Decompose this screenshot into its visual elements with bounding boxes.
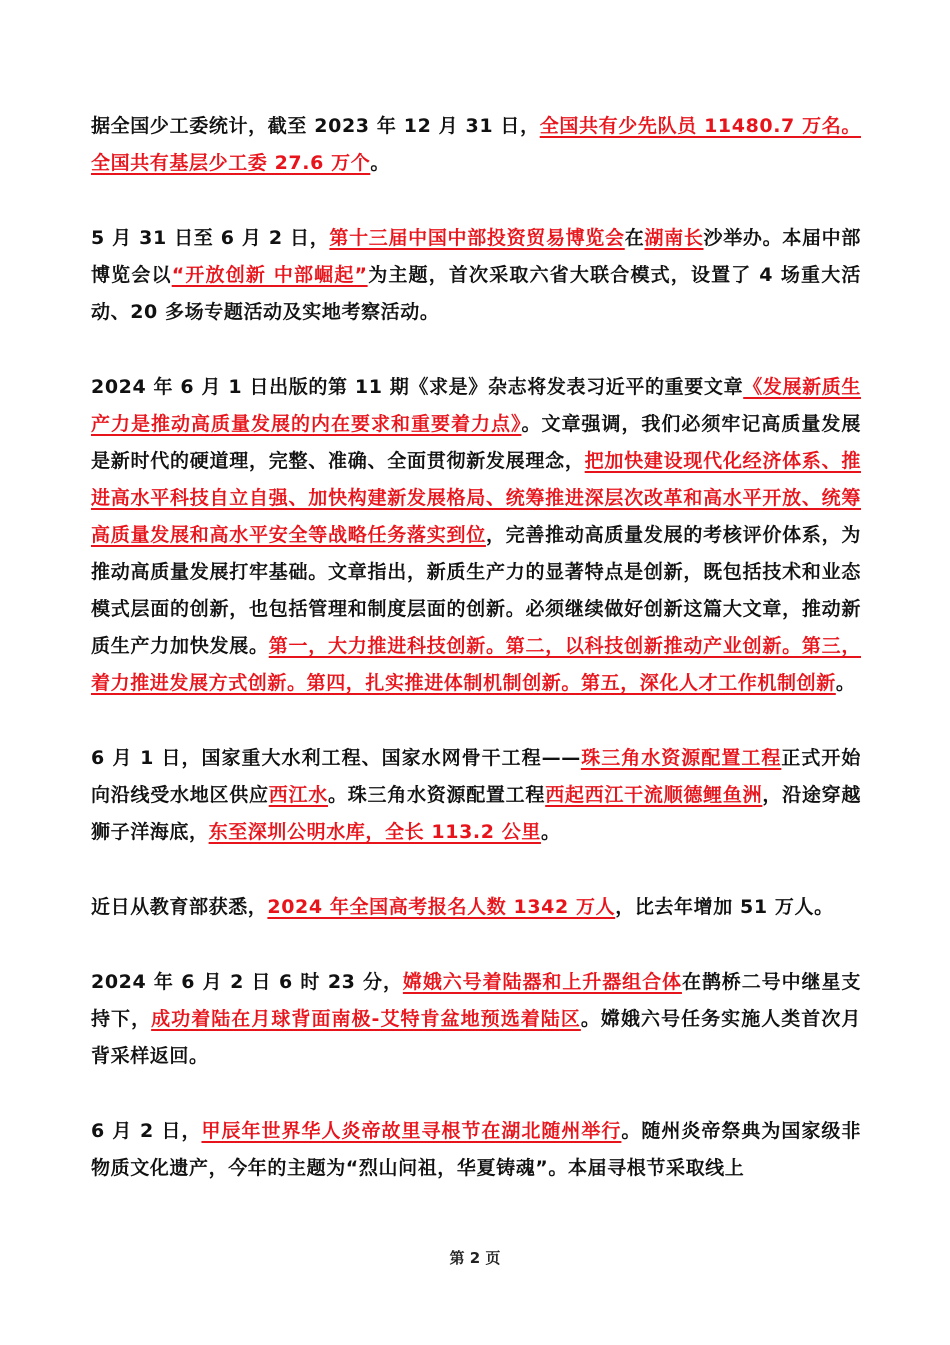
body-text: ，比去年增加 51 万人。 xyxy=(615,896,834,918)
highlighted-text: 全国共有少先队员 11480.7 万名。全国共有基层少工委 27.6 万个 xyxy=(91,115,861,174)
para-gaokao xyxy=(91,889,861,926)
body-text: ，沿途穿越狮子洋海底， xyxy=(91,784,861,843)
body-text: 近日从教育部获悉， xyxy=(91,896,268,918)
body-text: 2024 年 6 月 1 日出版的第 11 期《求是》杂志将发表习近平的重要文章 xyxy=(91,376,744,398)
body-text: 据全国少工委统计，截至 2023 年 12 月 31 日， xyxy=(91,115,540,137)
body-text: 。 xyxy=(540,821,561,843)
body-text: ，完善推动高质量发展的考核评价体系，为推动高质量发展打牢基础。文章指出，新质生产力的显著特点是创新，既包括技术和业态模式层面的创新，也包括管理和制度层面的创新。必须继续做好创新这篇大文章，推动新质生产力加快发展。 xyxy=(91,524,861,657)
body-text: 。 xyxy=(835,672,856,694)
para-yandi-festival xyxy=(91,1113,861,1187)
body-text: 5 月 31 日至 6 月 2 日， xyxy=(91,227,330,249)
body-text: 。随州炎帝祭典为国家级非物质文化遗产，今年的主题为“烈山问祖，华夏铸魂”。本届寻根节采取线上 xyxy=(91,1120,861,1179)
highlighted-text: 甲辰年世界华人炎帝故里寻根节在湖北随州举行 xyxy=(201,1120,622,1142)
highlighted-text: “开放创新 中部崛起” xyxy=(171,264,368,286)
highlighted-text: 东至深圳公明水库，全长 113.2 公里 xyxy=(208,821,541,843)
body-text: 6 月 1 日，国家重大水利工程、国家水网骨干工程—— xyxy=(91,747,581,769)
body-text: 2024 年 6 月 2 日 6 时 23 分， xyxy=(91,971,403,993)
body-text: 6 月 2 日， xyxy=(91,1120,202,1142)
highlighted-text: 2024 年全国高考报名人数 1342 万人 xyxy=(267,896,616,918)
para-central-expo xyxy=(91,220,861,331)
para-young-pioneers xyxy=(91,108,861,182)
body-text: 。文章强调，我们必须牢记高质量发展是新时代的硬道理，完整、准确、全面贯彻新发展理念， xyxy=(91,413,862,472)
highlighted-text: 《发展新质生产力是推动高质量发展的内在要求和重要着力点》 xyxy=(91,376,861,435)
para-pearl-river-water xyxy=(91,740,861,851)
highlighted-text: 第十三届中国中部投资贸易博览会 xyxy=(329,227,625,249)
body-text: 。 xyxy=(370,152,390,174)
body-text: 。珠三角水资源配置工程 xyxy=(327,784,546,806)
highlighted-text: 西起西江干流顺德鲤鱼洲 xyxy=(545,784,763,806)
body-text: 。嫦娥六号任务实施人类首次月背采样返回。 xyxy=(91,1008,861,1067)
highlighted-text: 成功着陆在月球背面南极-艾特肯盆地预选着陆区 xyxy=(151,1008,581,1030)
para-change-6 xyxy=(91,964,861,1075)
highlighted-text: 嫦娥六号着陆器和上升器组合体 xyxy=(402,971,682,993)
page-number: 第 2 页 xyxy=(449,1249,501,1267)
highlighted-text: 湖南长 xyxy=(644,227,704,249)
body-text: 在 xyxy=(624,227,645,249)
highlighted-text: 把加快建设现代化经济体系、推进高水平科技自立自强、加快构建新发展格局、统筹推进深层次改革和高水平开放、统筹高质量发展和高水平安全等战略任务落实到位 xyxy=(91,450,861,546)
body-text: 正式开始向沿线受水地区供应 xyxy=(91,747,861,806)
highlighted-text: 第一，大力推进科技创新。第二，以科技创新推动产业创新。第三，着力推进发展方式创新。第四，扎实推进体制机制创新。第五，深化人才工作机制创新 xyxy=(91,635,861,694)
body-text: 在鹊桥二号中继星支持下， xyxy=(91,971,861,1030)
body-text: 沙举办。本届中部博览会以 xyxy=(91,227,861,286)
highlighted-text: 西江水 xyxy=(268,784,328,806)
highlighted-text: 珠三角水资源配置工程 xyxy=(580,747,782,769)
document-body xyxy=(91,108,861,1225)
body-text: 为主题，首次采取六省大联合模式，设置了 4 场重大活动、20 多场专题活动及实地考察活动。 xyxy=(91,264,861,323)
para-qiushi-article xyxy=(91,369,861,702)
